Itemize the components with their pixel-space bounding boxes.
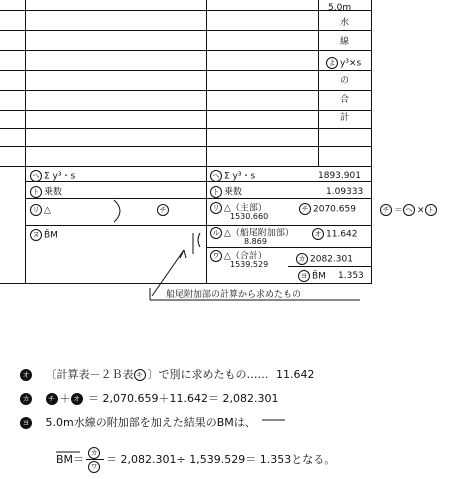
column-item: 計 bbox=[340, 113, 350, 123]
times-sign: × bbox=[417, 205, 425, 216]
column-item: 水 bbox=[340, 18, 350, 28]
value: 1893.901 bbox=[318, 171, 361, 181]
bm-symbol: BM bbox=[56, 453, 74, 466]
note-line-1 bbox=[20, 368, 315, 381]
column-item: y³×s bbox=[340, 58, 362, 69]
sub-value: 1539.529 bbox=[230, 260, 269, 269]
marker-circle: へ bbox=[403, 204, 415, 216]
marker-circle: オ bbox=[20, 369, 32, 381]
marker-circle: キ bbox=[134, 369, 146, 381]
marker-circle: ル bbox=[210, 227, 222, 239]
note-line-3 bbox=[20, 416, 256, 429]
marker-circle: ト bbox=[210, 186, 222, 198]
note-text: は、 bbox=[233, 416, 256, 429]
value: 1.09333 bbox=[326, 187, 364, 197]
marker-circle: へ bbox=[30, 170, 42, 182]
label: 乗数 bbox=[224, 187, 243, 198]
marker-circle: ヨ bbox=[298, 270, 310, 282]
marker-circle: ヌ bbox=[30, 229, 42, 241]
note-line-4 bbox=[56, 446, 335, 472]
row-sum bbox=[210, 170, 255, 182]
label: 乗数 bbox=[44, 187, 63, 198]
marker-circle: ワ bbox=[210, 250, 222, 262]
marker-circle: チ bbox=[299, 203, 311, 215]
marker-circle: カ bbox=[88, 447, 100, 459]
label: △（主部） bbox=[224, 203, 267, 214]
sub-value: 8.869 bbox=[244, 237, 267, 246]
plus-sign: ＋ bbox=[59, 392, 71, 405]
note-line-2 bbox=[20, 392, 278, 405]
marker-circle: ト bbox=[425, 204, 437, 216]
value: 2070.659 bbox=[313, 204, 356, 215]
marker-circle: オ bbox=[71, 393, 83, 405]
marker-circle: チ bbox=[380, 204, 392, 216]
row-main-value bbox=[299, 203, 356, 215]
fraction bbox=[86, 446, 104, 473]
marker-circle: へ bbox=[210, 170, 222, 182]
marker-circle: カ bbox=[20, 393, 32, 405]
note-text: 〕で別に求めたもの…… bbox=[147, 368, 269, 381]
marker-circle: リ bbox=[30, 204, 42, 216]
marker-circle: チ bbox=[157, 204, 169, 216]
label: B̄M bbox=[312, 271, 326, 282]
label: △（船尾附加部） bbox=[224, 228, 294, 239]
row-stern-value bbox=[312, 228, 358, 240]
value: 2082.301 bbox=[310, 254, 353, 265]
note-text: 〔計算表－２Ｂ表 bbox=[45, 368, 134, 381]
marker-circle: オ bbox=[312, 228, 324, 240]
marker-circle: ト bbox=[30, 186, 42, 198]
value: 1.353 bbox=[338, 271, 364, 281]
marker-circle: チ bbox=[46, 393, 58, 405]
marker-circle: ヨ bbox=[20, 417, 32, 429]
row-multiplier bbox=[210, 186, 242, 198]
marker-circle: リ bbox=[210, 202, 222, 214]
note-text: ＝ 2,070.659＋11.642＝ 2,082.301 bbox=[88, 392, 279, 405]
note-text: 5.0m水線の附加部を加えた結果の bbox=[45, 416, 217, 429]
label: △（合計） bbox=[224, 251, 267, 262]
side-formula bbox=[380, 204, 439, 216]
value: 11.642 bbox=[326, 229, 358, 240]
label: △ bbox=[44, 205, 51, 216]
marker-circle: カ bbox=[296, 253, 308, 265]
label: Σ y³・s bbox=[224, 171, 256, 182]
sub-value: 1530.660 bbox=[230, 212, 269, 221]
label: B̄M bbox=[44, 230, 58, 241]
column-item: の bbox=[340, 76, 350, 86]
callout-label: 船尾附加部の計算から求めたもの bbox=[166, 290, 302, 300]
column-item: 合 bbox=[340, 95, 350, 105]
row-total-value bbox=[296, 253, 353, 265]
column-item: 線 bbox=[340, 37, 350, 47]
label: Σ y³・s bbox=[44, 171, 76, 182]
equals-sign: ＝ bbox=[394, 205, 404, 216]
column-item: 5.0m bbox=[328, 3, 352, 13]
marker-circle: よ bbox=[326, 57, 338, 69]
note-value: 11.642 bbox=[276, 368, 315, 381]
note-text: ＝ 2,082.301÷ 1,539.529＝ 1.353となる。 bbox=[106, 453, 336, 466]
equals-sign: ＝ bbox=[73, 453, 85, 466]
marker-circle: ワ bbox=[88, 461, 100, 473]
bm-symbol: BM bbox=[216, 416, 234, 429]
row-bm bbox=[298, 270, 326, 282]
